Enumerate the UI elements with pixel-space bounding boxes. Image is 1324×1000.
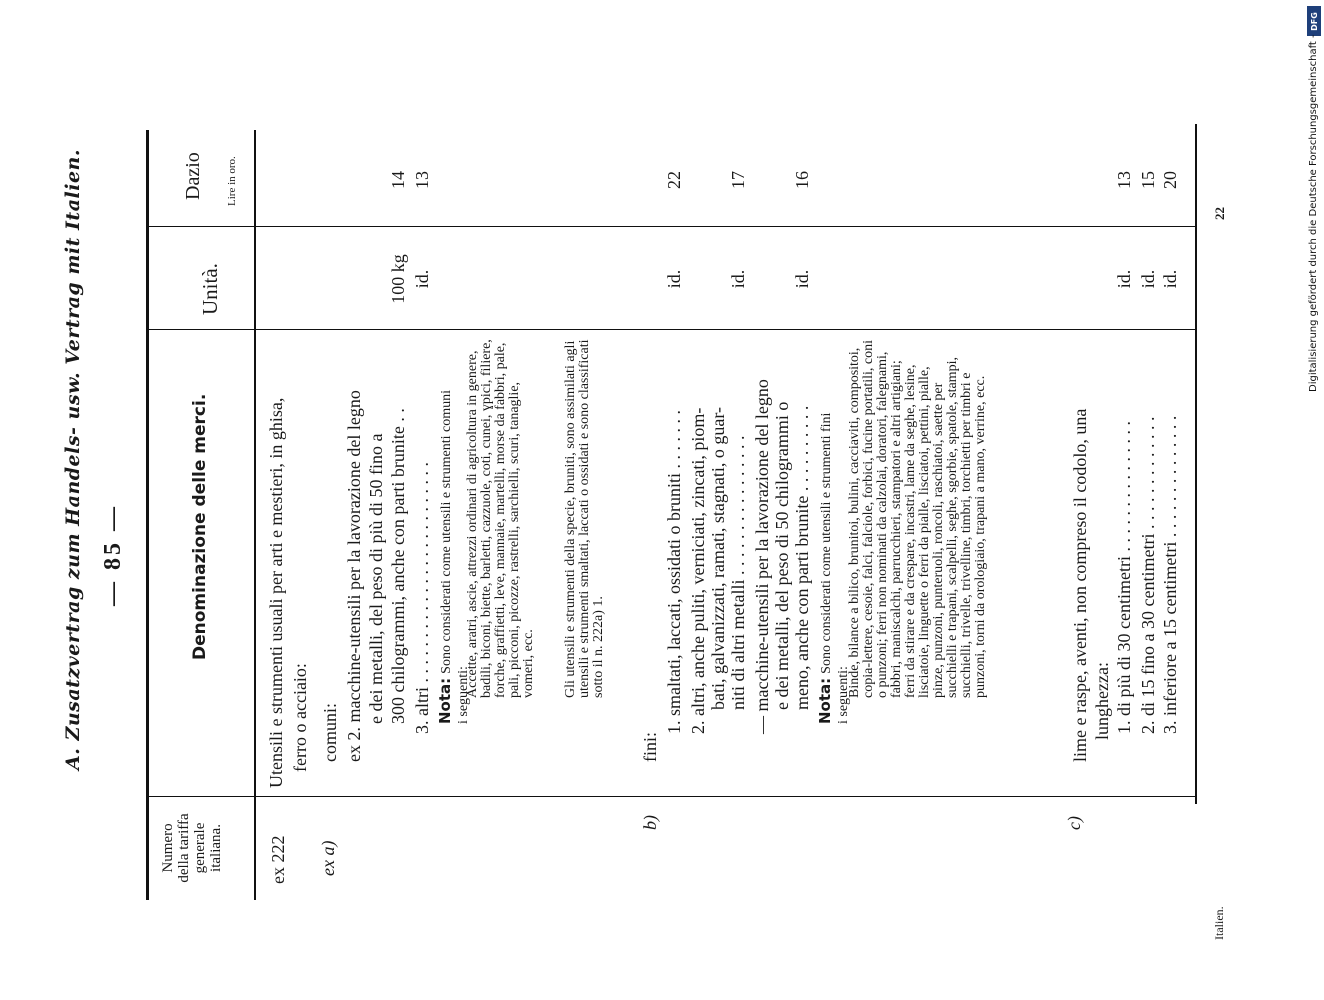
note-1-label: Nota: [436, 677, 454, 724]
table-top-rule [146, 130, 149, 900]
unit-cell: id. [412, 269, 432, 289]
duty-cell: 15 [1138, 171, 1158, 189]
header-number-line-3: generale [192, 822, 208, 874]
text-line-8: fini: [640, 732, 660, 762]
duty-cell: 13 [1114, 171, 1134, 189]
digitization-credit [1306, 0, 1324, 1000]
note-1-body-2: Gli utensili e strumenti della specie, bruniti, sono assimilati agli utensili e strumenti smaltati, laccati o ossidati e sono classificati sotto il n. 222a) 1. [563, 339, 606, 698]
header-duty: Dazio [182, 152, 204, 200]
note-1-header [436, 390, 455, 724]
duty-cell: 13 [412, 171, 432, 189]
note-1-sub: i seguenti: [456, 666, 471, 724]
duty-cell: 20 [1160, 171, 1180, 189]
header-denomination: Denominazione delle merci. [190, 393, 210, 660]
footer-left: Italien. [1212, 906, 1226, 940]
text-line-6: 300 chilogrammi, anche con parti brunite . . [388, 408, 408, 724]
note-1-heading: Sono considerati come utensili e strumenti comuni [439, 390, 454, 674]
unit-cell: id. [728, 269, 748, 289]
header-number-line-2: della tariffa [176, 813, 192, 883]
text-line-14: e dei metalli, del peso di 50 chilogrammi o [772, 401, 792, 710]
text-line-19: 2. di 15 fino a 30 centimetri . . . . . . . . . . . . . [1138, 416, 1158, 734]
unit-cell: id. [664, 269, 684, 289]
text-line-18: 1. di più di 30 centimetri . . . . . . . . . . . . . . . [1114, 421, 1134, 734]
text-line-17: lunghezza: [1092, 662, 1112, 740]
duty-cell: 17 [728, 171, 748, 189]
header-duty-subtitle: Lire in oro. [226, 156, 238, 206]
tariff-number-ex-a: ex a) [318, 840, 338, 876]
text-line-11: bati, galvanizzati, ramati, stagnati, o guar- [708, 406, 728, 710]
text-line-15: meno, anche con parti brunite . . . . . . . . . . [792, 405, 812, 710]
unit-cell: id. [1160, 269, 1180, 289]
duty-cell: 22 [664, 171, 684, 189]
header-number-line-4: italiana. [208, 824, 224, 872]
text-line-5: e dei metalli, del peso di più di 50 fino a [366, 433, 386, 724]
text-line-10: 2. altri, anche puliti, verniciati, zincati, piom- [688, 407, 708, 734]
table-header-rule [254, 130, 256, 900]
text-line-1: Utensili e strumenti usuali per arti e mestieri, in ghisa, [266, 397, 286, 788]
note-1-body: Accette, aratri, ascie, attrezzi ordinari di agricoltura in genere, badili, biconi, biette, barletti, cazzuole, coti, cunei, ɣpici, filiere, forche, graffietti, leve, mannaie, martelli, morse da fabbri, pale, pali, picconi, picozze, rastrelli, sarchielli, scuri, tanaglie, vomeri, ecc. [465, 339, 536, 698]
duty-cell: 14 [388, 171, 408, 189]
text-line-7: 3. altri . . . . . . . . . . . . . . . . . . . . . . . . . [412, 462, 432, 734]
text-line-2: ferro o acciaio: [290, 663, 310, 772]
dfg-logo: DFG [1307, 6, 1321, 36]
note-2-heading: Sono considerati come utensili e strumenti fini [819, 412, 834, 674]
header-number-line-1: Numero [160, 823, 176, 873]
unit-cell: id. [1138, 269, 1158, 289]
tariff-number-ex222: ex 222 [268, 835, 288, 884]
credit-text: Digitalisierung gefördert durch die Deutsche Forschungsgemeinschaft - [1308, 34, 1319, 392]
text-line-12: niti di altri metalli . . . . . . . . . . . . . . . . [728, 435, 748, 710]
page-number: — 85 — [100, 504, 126, 606]
text-line-9: 1. smaltati, laccati, ossidati o bruniti . . . . . . . [664, 410, 684, 734]
text-line-16: lime e raspe, aventi, non compreso il codolo, una [1070, 408, 1090, 762]
text-line-20: 3. inferiore a 15 centimetri . . . . . . . . . . . . . . [1160, 415, 1180, 734]
column-rule-3 [146, 226, 1196, 227]
note-2-sub: i seguenti: [836, 666, 851, 724]
text-line-4: ex 2. macchine-utensili per la lavorazione del legno [344, 390, 364, 762]
text-line-13: — macchine-utensili per la lavorazione del legno [752, 379, 772, 734]
header-number [160, 800, 224, 896]
tariff-number-b: b) [640, 815, 660, 830]
text-line-3: comuni: [320, 703, 340, 762]
note-2-body: Binde, bilance a bilico, brunitoi, bulini, cacciaviti, compositoi, copia-lettere, cesoie, falci, falciole, forbici, fucine portatili, coni o punzoni; ferri non nominati da calzolai, doratori, falegnami, fabbri, maniscalchi, parrucchieri, stampatori e altri artigiani; ferri da stirare e da crespare, incastri, lame da seghe, lesine, lisciatoie, linguette o ferri da pialle, lisciatoi, pettini, pialle, pinze, punzoni, punteruoli, roncoli, raschiatoi, saette per succhielli e trapani, scalpelli, seghe, sgorbie, spatole, stampi, succhielli, trivelle, trivelline, timbri, torchietti per timbri e punzoni, torni da orologiaio, trapani a mano, verrine, ecc. [847, 340, 988, 698]
running-head: A. Zusatzvertrag zum Handels- usw. Vertrag mit Italien. [62, 149, 84, 770]
column-rule-1 [146, 796, 1196, 797]
unit-cell: id. [792, 269, 812, 289]
note-2-header [816, 413, 835, 724]
unit-cell: id. [1114, 269, 1134, 289]
footer-right: 22 [1212, 207, 1227, 220]
unit-cell: 100 kg [388, 254, 408, 304]
tariff-number-c: c) [1064, 816, 1084, 830]
note-2-label: Nota: [816, 677, 834, 724]
header-unit: Unità. [198, 263, 222, 315]
column-rule-2 [146, 329, 1196, 330]
duty-cell: 16 [792, 171, 812, 189]
